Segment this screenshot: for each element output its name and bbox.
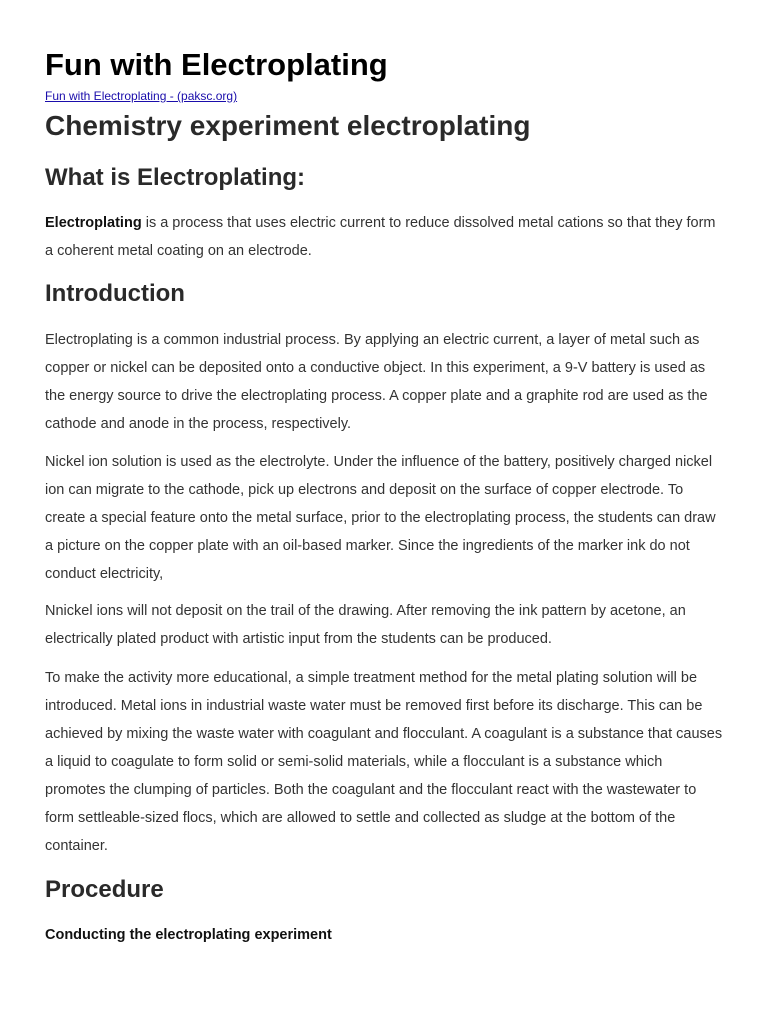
procedure-subheading: Conducting the electroplating experiment <box>45 927 332 943</box>
source-link[interactable]: Fun with Electroplating - (paksc.org) <box>45 89 238 103</box>
intro-paragraph-4: To make the activity more educational, a simple treatment method for the metal plating solution will be introduced. Metal ions in industrial waste water must be removed first before its discharge. This can be achieved by mixing the waste water with coagulant and flocculant. A coagulant is a substance that causes a liquid to coagulate to form solid or semi-solid materials, while a flocculant is a substance which promotes the clumping of particles. Both the coagulant and the flocculant react with the wastewater to form settleable-sized flocs, which are allowed to settle and collected as sludge at the bottom of the container. <box>45 670 723 854</box>
intro-paragraph-1: Electroplating is a common industrial process. By applying an electric current, a layer of metal such as copper or nickel can be deposited onto a conductive object. In this experiment, a 9-V battery is used as the energy source to drive the electroplating process. A copper plate and a graphite rod are used as the cathode and anode in the process, respectively. <box>45 332 708 432</box>
introduction-heading: Introduction <box>45 280 185 307</box>
what-is-text: is a process that uses electric current to reduce dissolved metal cations so that they form a coherent metal coating on an electrode. <box>45 215 716 259</box>
electroplating-term: Electroplating <box>45 215 142 231</box>
procedure-heading: Procedure <box>45 876 164 903</box>
intro-paragraph-2: Nickel ion solution is used as the electrolyte. Under the influence of the battery, positively charged nickel ion can migrate to the cathode, pick up electrons and deposit on the surface of copper electrode. To create a special feature onto the metal surface, prior to the electroplating process, the students can draw a picture on the copper plate with an oil-based marker. Since the ingredients of the marker ink do not conduct electricity, <box>45 454 716 582</box>
what-is-heading: What is Electroplating: <box>45 164 306 191</box>
document-title: Fun with Electroplating <box>45 47 388 82</box>
intro-paragraph-3: Nnickel ions will not deposit on the trail of the drawing. After removing the ink pattern by acetone, an electrically plated product with artistic input from the students can be produced. <box>45 603 686 647</box>
main-heading: Chemistry experiment electroplating <box>45 110 531 141</box>
what-is-paragraph <box>45 209 725 265</box>
